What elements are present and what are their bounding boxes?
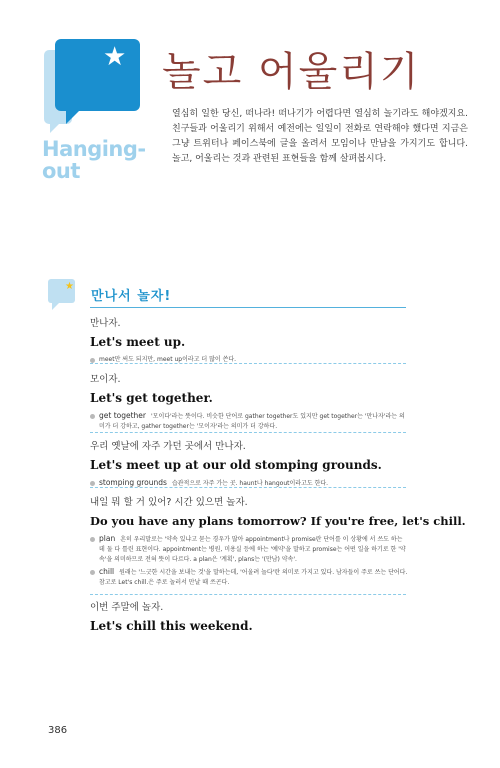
chapter-title: 놀고 어울리기 bbox=[162, 49, 421, 95]
english-sentence: Let's meet up at our old stomping grounds. bbox=[90, 458, 382, 472]
usage-note bbox=[90, 567, 408, 588]
note-term: get together bbox=[99, 411, 146, 420]
section-title: 만나서 놀자! bbox=[91, 289, 172, 304]
english-sentence: Let's meet up. bbox=[90, 335, 186, 349]
english-chapter-title: Hanging-out bbox=[42, 137, 146, 183]
usage-note bbox=[90, 411, 408, 432]
intro-paragraph: 열심히 일한 당신, 떠나라! 떠나기가 어렵다면 열심히 놀기라도 해야겠지요. 친구들과 어울리기 위해서 예전에는 일일이 전화로 연락해야 했다면 지금은 그냥 트위터나 페이스북에 글을 올려서 모임이나 만남을 가지기도 합니다. 놀고, 어울리는 것과 관련된 표현들을 함께 살펴봅시다. bbox=[172, 109, 468, 164]
section-star-icon: ★ bbox=[65, 281, 74, 292]
expression-entry bbox=[90, 497, 466, 588]
expression-entry bbox=[90, 441, 408, 489]
entry-divider bbox=[90, 363, 406, 364]
entry-divider bbox=[90, 487, 406, 488]
note-text: 흔히 우리말로는 '약속 있냐고 묻는 경우가 많아 appointment나 promise란 단어를 이 상황에 서 쓰도 하는데 둘 다 틀린 표현이다. appointment는 병원, 미용실 등에 하는 '예약'을 말하고 promise는 어떤 일을 하기로 한 '약속'을 의미하므로 전혀 뜻이 다르다. a plan은 '계획', plans는 '(만남) 약속'. bbox=[99, 536, 406, 563]
english-sentence: Let's get together. bbox=[90, 391, 213, 405]
note-text: '모이다'라는 뜻이다. 비슷한 단어로 gather together도 있지만 get together는 '만나자'라는 의미가 더 강하고, gather together는 '모이자'라는 의미가 더 강하다. bbox=[99, 413, 405, 430]
entry-divider bbox=[90, 594, 406, 595]
korean-sentence: 모이자. bbox=[90, 374, 121, 385]
korean-sentence: 만나자. bbox=[90, 318, 121, 329]
entry-divider bbox=[90, 432, 406, 433]
expression-entry bbox=[90, 318, 408, 365]
speech-bubble-back-tail bbox=[50, 121, 62, 133]
note-text: 원래는 '느긋한 시간을 보내는 것'을 말하는데, '어울려 놀다'란 의미로 가지고 있다. 남자들이 주로 쓰는 단어다. 참고로 Let's chill.은 주로 놀러서 만날 때 쓰곤다. bbox=[99, 569, 408, 586]
usage-note bbox=[90, 534, 408, 565]
section-bubble-tail bbox=[52, 302, 60, 310]
korean-sentence: 우리 옛날에 자주 가던 곳에서 만나자. bbox=[90, 441, 246, 452]
speech-bubble-icon bbox=[55, 39, 140, 111]
note-term: chill bbox=[99, 567, 115, 576]
note-text: 습관적으로 자주 가는 곳. haunt나 hangout이라고도 한다. bbox=[171, 480, 329, 487]
english-sentence: Do you have any plans tomorrow? If you're free, let's chill. bbox=[90, 514, 466, 528]
page-number: 386 bbox=[48, 725, 68, 736]
expression-entry bbox=[90, 602, 408, 639]
speech-bubble-tail bbox=[66, 108, 82, 124]
star-icon: ★ bbox=[103, 42, 127, 72]
section-divider bbox=[90, 307, 406, 308]
note-term: stomping grounds bbox=[99, 478, 167, 487]
korean-sentence: 이번 주말에 놀자. bbox=[90, 602, 164, 613]
expression-entry bbox=[90, 374, 408, 432]
korean-sentence: 내일 뭐 할 거 있어? 시간 있으면 놀자. bbox=[90, 497, 248, 508]
english-sentence: Let's chill this weekend. bbox=[90, 619, 253, 633]
note-text: meet만 써도 되지만, meet up이라고 더 많이 쓴다. bbox=[99, 356, 237, 363]
note-term: plan bbox=[99, 534, 116, 543]
